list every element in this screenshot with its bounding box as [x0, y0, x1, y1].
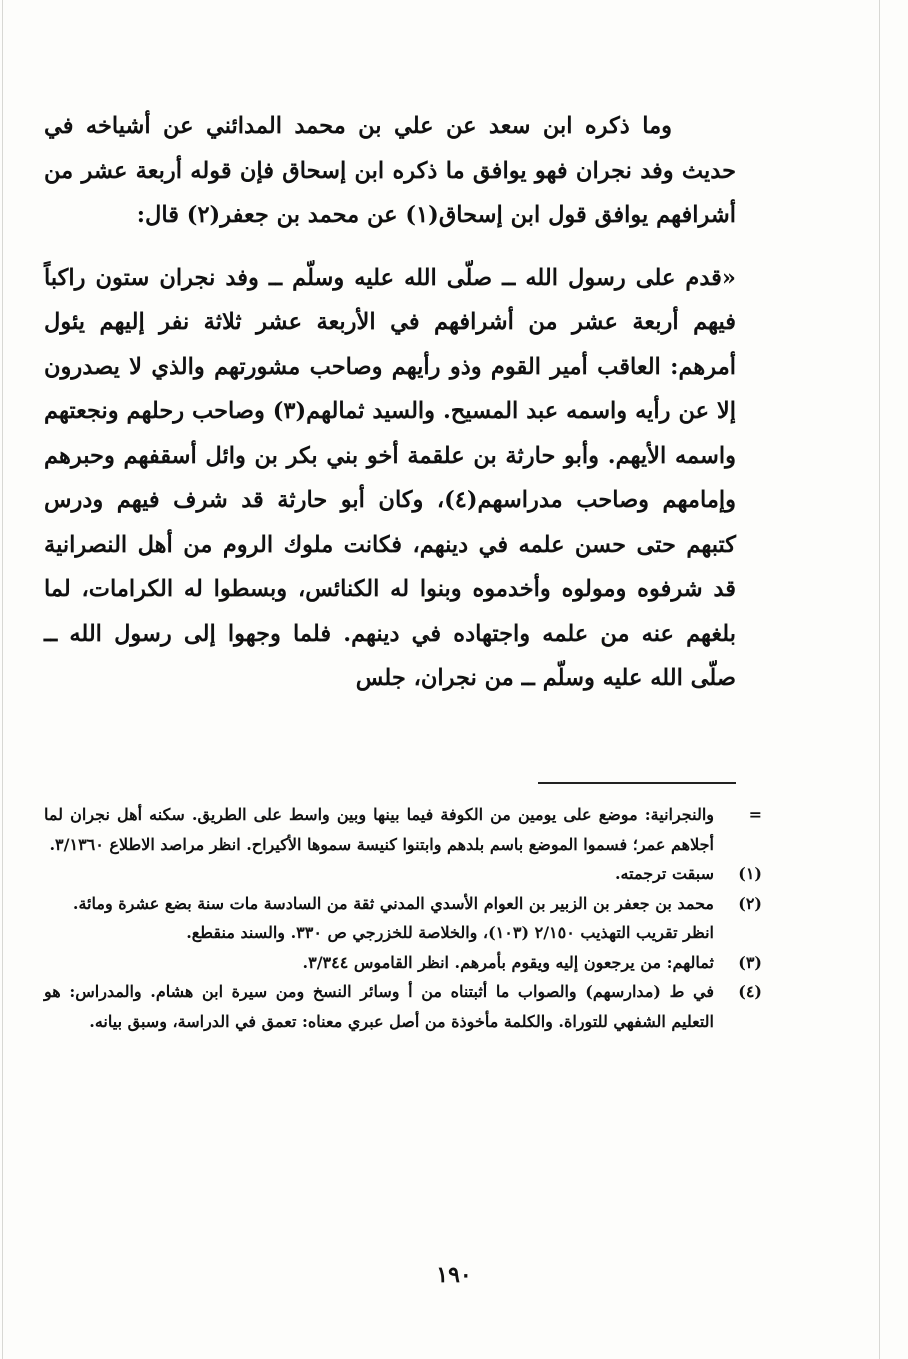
footnotes — [44, 800, 762, 1036]
footnote-text: ثمالهم: من يرجعون إليه ويقوم بأمرهم. انظر القاموس ٣/٣٤٤. — [302, 952, 714, 972]
footnote-marker: (٣) — [738, 952, 762, 972]
footnote-continued — [44, 800, 762, 859]
footnote-marker: (١) — [738, 864, 762, 883]
footnote-text: سبقت ترجمته. — [614, 864, 714, 883]
footnote-text: محمد بن جعفر بن الزبير بن العوام الأسدي المدني ثقة من السادسة مات سنة بضع عشرة ومائة. — [72, 893, 714, 913]
footnote-1 — [44, 859, 762, 889]
footnote-marker: = — [748, 805, 762, 824]
scan-edge-left — [2, 0, 3, 1359]
paragraph-quote: «قدم على رسول الله ــ صلّى الله عليه وسلّم ــ وفد نجران ستون راكباً فيهم أربعة عشر من أشرافهم في الأربعة عشر ثلاثة نفر إليهم يئول أمرهم: العاقب أمير القوم وذو رأيهم وصاحب مشورتهم والذي لا يصدرون إلا عن رأيه واسمه عبد المسيح. والسيد ثمالهم(٣) وصاحب رحلهم ونجعتهم واسمه الأيهم. وأبو حارثة بن علقمة أخو بني بكر بن وائل أسقفهم وحبرهم وإمامهم وصاحب مدراسهم(٤)، وكان أبو حارثة قد شرف فيهم ودرس كتبهم حتى حسن علمه في دينهم، فكانت ملوك الروم من أهل النصرانية قد شرفوه ومولوه وأخدموه وبنوا له الكنائس، وبسطوا له الكرامات، لما بلغهم عنه من علمه واجتهاده في دينهم. فلما وجهوا إلى رسول الله ــ صلّى الله عليه وسلّم ــ من نجران، جلس — [44, 264, 736, 691]
footnote-marker: (٤) — [738, 982, 762, 1001]
footnote-3 — [44, 948, 762, 978]
paragraph-intro: وما ذكره ابن سعد عن علي بن محمد المدائني عن أشياخه في حديث وفد نجران فهو يوافق ما ذكره ابن إسحاق فإن قوله أربعة عشر من أشرافهم يوافق قول ابن إسحاق(١) عن محمد بن جعفر(٢) قال: — [44, 113, 736, 228]
footnote-separator — [538, 782, 736, 784]
footnote-text: والنجرانية: موضع على يومين من الكوفة فيما بينها وبين واسط على الطريق. سكنه أهل نجران لما أجلاهم عمر؛ فسموا الموضع باسم بلدهم وابتنوا كنيسة سموها الأكيراح. انظر مراصد الاطلاع ٣/١٣٦٠. — [44, 805, 714, 854]
footnote-2 — [44, 889, 762, 948]
footnote-marker: (٢) — [738, 893, 762, 913]
footnote-text: في ط (مدارسهم) والصواب ما أثبتناه من أ وسائر النسخ ومن سيرة ابن هشام. والمدراس: هو التعليم الشفهي للتوراة. والكلمة مأخوذة من أصل عبري معناه: تعمق في الدراسة، وسبق بيانه. — [44, 982, 714, 1031]
footnote-text: انظر تقريب التهذيب ٢/١٥٠ (١٠٣)، والخلاصة للخزرجي ص ٣٣٠. والسند منقطع. — [186, 923, 714, 942]
scan-edge-right — [879, 0, 880, 1359]
main-text — [44, 104, 736, 701]
page-number: ١٩٠ — [436, 1262, 472, 1288]
footnote-4 — [44, 977, 762, 1036]
